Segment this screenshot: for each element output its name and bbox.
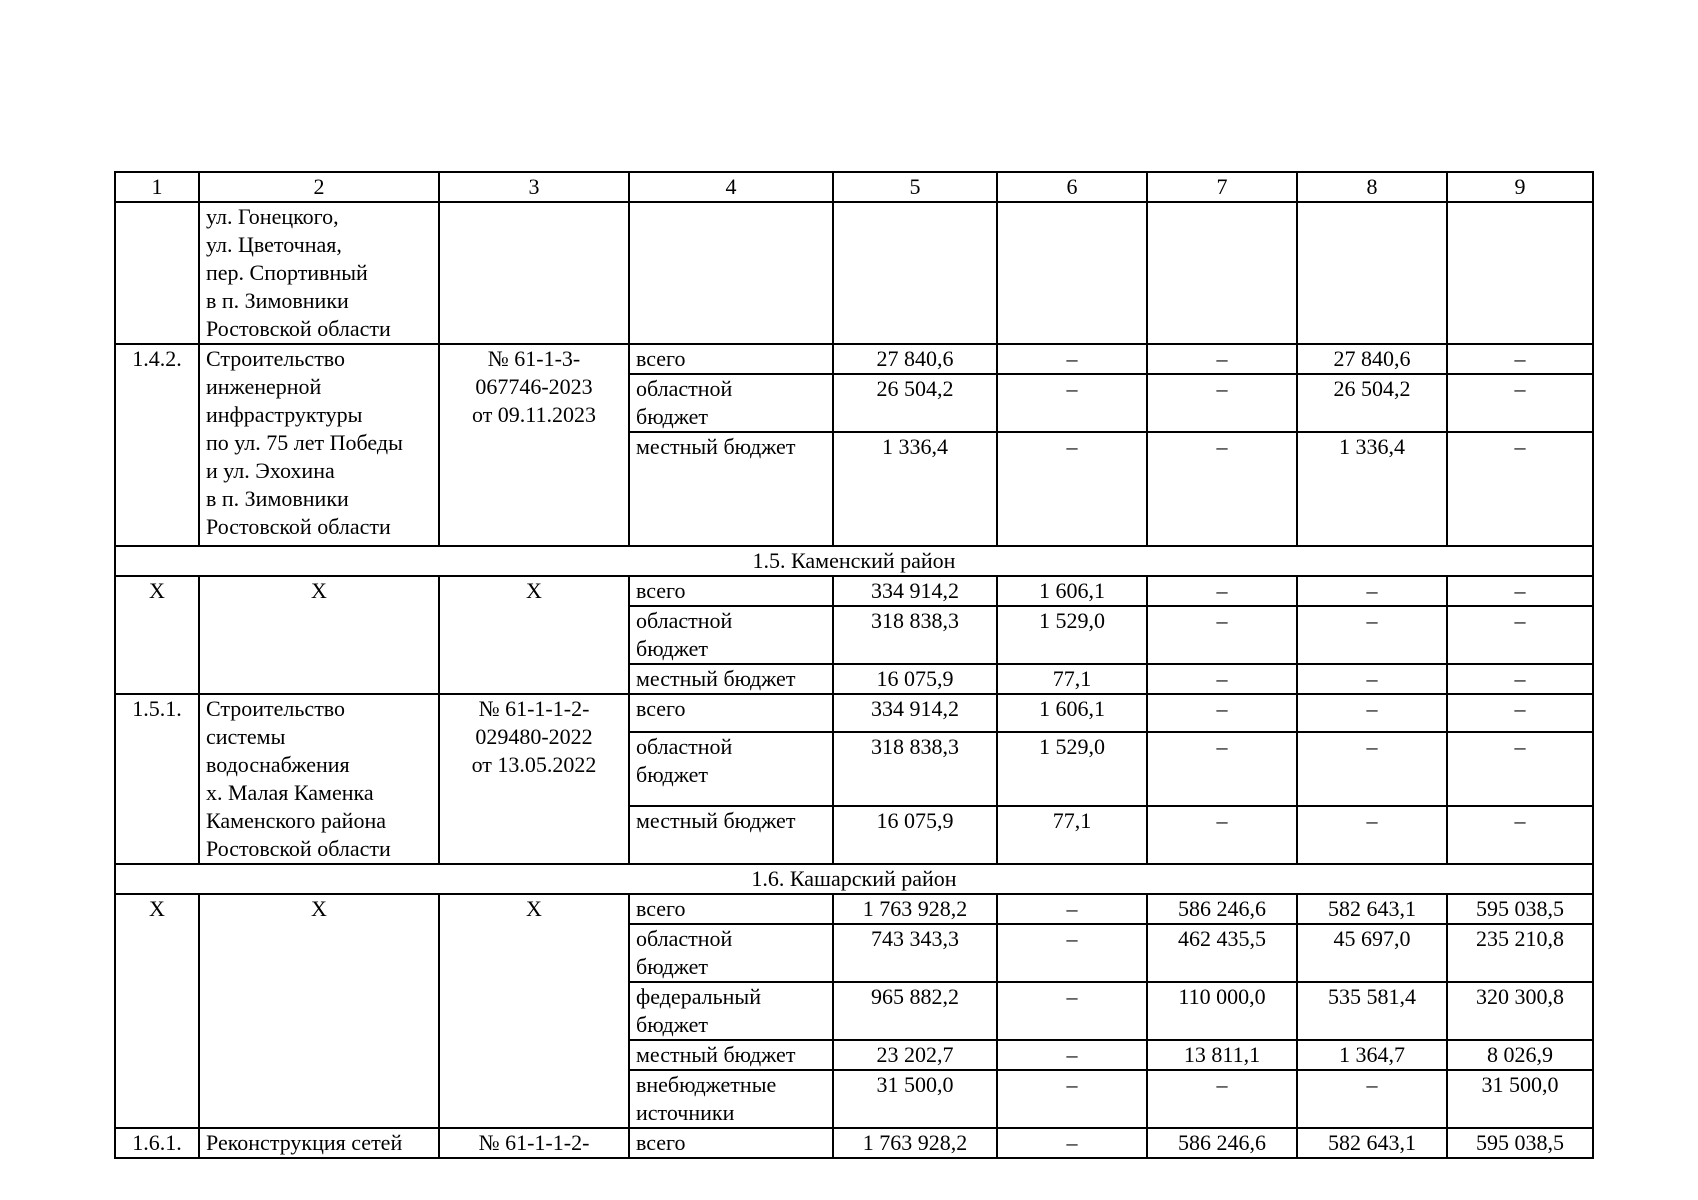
total-amount: 23 202,7 xyxy=(833,1040,997,1070)
year-amount xyxy=(1447,202,1593,344)
year-amount: 31 500,0 xyxy=(1447,1070,1593,1128)
year-amount: – xyxy=(1447,606,1593,664)
year-amount: 1 606,1 xyxy=(997,694,1147,732)
expertise-number: Х xyxy=(439,894,629,1128)
year-amount: – xyxy=(1147,694,1297,732)
table-row xyxy=(115,344,1593,374)
row-number: 1.4.2. xyxy=(115,344,199,546)
funding-source: местный бюджет xyxy=(629,432,833,546)
total-amount: 1 336,4 xyxy=(833,432,997,546)
header-cell: 8 xyxy=(1297,172,1447,202)
section-title: 1.5. Каменский район xyxy=(115,546,1593,576)
year-amount: 462 435,5 xyxy=(1147,924,1297,982)
total-amount: 16 075,9 xyxy=(833,806,997,864)
header-cell: 4 xyxy=(629,172,833,202)
year-amount: 45 697,0 xyxy=(1297,924,1447,982)
funding-source: всего xyxy=(629,694,833,732)
year-amount: – xyxy=(1147,374,1297,432)
total-amount: 318 838,3 xyxy=(833,606,997,664)
total-amount: 27 840,6 xyxy=(833,344,997,374)
year-amount: 582 643,1 xyxy=(1297,1128,1447,1158)
funding-source: областной бюджет xyxy=(629,924,833,982)
year-amount: 1 529,0 xyxy=(997,606,1147,664)
funding-source: областной бюджет xyxy=(629,606,833,664)
year-amount: 586 246,6 xyxy=(1147,1128,1297,1158)
funding-source: федеральный бюджет xyxy=(629,982,833,1040)
table-row xyxy=(115,1128,1593,1158)
year-amount xyxy=(997,202,1147,344)
section-row xyxy=(115,864,1593,894)
header-cell: 5 xyxy=(833,172,997,202)
total-amount: 31 500,0 xyxy=(833,1070,997,1128)
object-name: Строительство инженерной инфраструктуры по ул. 75 лет Победы и ул. Эхохина в п. Зимовники Ростовской области xyxy=(199,344,439,546)
header-cell: 9 xyxy=(1447,172,1593,202)
object-name: ул. Гонецкого, ул. Цветочная, пер. Спортивный в п. Зимовники Ростовской области xyxy=(199,202,439,344)
header-cell: 6 xyxy=(997,172,1147,202)
year-amount: – xyxy=(1447,374,1593,432)
year-amount: – xyxy=(1297,664,1447,694)
year-amount: – xyxy=(997,374,1147,432)
year-amount: – xyxy=(1447,806,1593,864)
section-row xyxy=(115,546,1593,576)
total-amount: 965 882,2 xyxy=(833,982,997,1040)
total-amount: 334 914,2 xyxy=(833,576,997,606)
row-number xyxy=(115,202,199,344)
year-amount: 235 210,8 xyxy=(1447,924,1593,982)
table-row xyxy=(115,694,1593,732)
year-amount: 1 364,7 xyxy=(1297,1040,1447,1070)
funding-source: областной бюджет xyxy=(629,732,833,806)
year-amount: 110 000,0 xyxy=(1147,982,1297,1040)
expertise-number: Х xyxy=(439,576,629,694)
year-amount: – xyxy=(1297,1070,1447,1128)
section-title: 1.6. Кашарский район xyxy=(115,864,1593,894)
funding-source: всего xyxy=(629,894,833,924)
expertise-number: № 61-1-1-2- 029480-2022 от 13.05.2022 xyxy=(439,694,629,864)
funding-source: местный бюджет xyxy=(629,806,833,864)
total-amount: 743 343,3 xyxy=(833,924,997,982)
funding-source xyxy=(629,202,833,344)
header-cell: 3 xyxy=(439,172,629,202)
expertise-number xyxy=(439,202,629,344)
table-row xyxy=(115,202,1593,344)
year-amount: – xyxy=(1447,694,1593,732)
year-amount: – xyxy=(1297,694,1447,732)
row-number: 1.6.1. xyxy=(115,1128,199,1158)
year-amount: 586 246,6 xyxy=(1147,894,1297,924)
year-amount: – xyxy=(1447,664,1593,694)
year-amount: – xyxy=(1147,344,1297,374)
funding-source: местный бюджет xyxy=(629,664,833,694)
total-amount: 318 838,3 xyxy=(833,732,997,806)
year-amount: – xyxy=(1147,806,1297,864)
total-amount: 1 763 928,2 xyxy=(833,894,997,924)
year-amount: 1 336,4 xyxy=(1297,432,1447,546)
funding-source: всего xyxy=(629,576,833,606)
year-amount: 77,1 xyxy=(997,806,1147,864)
header-cell: 1 xyxy=(115,172,199,202)
budget-table xyxy=(114,171,1594,1159)
year-amount: – xyxy=(997,344,1147,374)
year-amount: – xyxy=(997,1070,1147,1128)
year-amount: – xyxy=(997,982,1147,1040)
object-name: Х xyxy=(199,894,439,1128)
expertise-number: № 61-1-1-2- xyxy=(439,1128,629,1158)
year-amount: – xyxy=(997,894,1147,924)
year-amount: 320 300,8 xyxy=(1447,982,1593,1040)
year-amount: – xyxy=(1147,432,1297,546)
year-amount: – xyxy=(1297,606,1447,664)
year-amount: – xyxy=(997,1128,1147,1158)
total-amount xyxy=(833,202,997,344)
year-amount: 8 026,9 xyxy=(1447,1040,1593,1070)
object-name: Х xyxy=(199,576,439,694)
funding-source: всего xyxy=(629,1128,833,1158)
year-amount: 595 038,5 xyxy=(1447,1128,1593,1158)
table-row xyxy=(115,894,1593,924)
funding-source: всего xyxy=(629,344,833,374)
year-amount: 1 529,0 xyxy=(997,732,1147,806)
year-amount: – xyxy=(1147,606,1297,664)
year-amount: – xyxy=(1447,576,1593,606)
funding-source: областной бюджет xyxy=(629,374,833,432)
year-amount: – xyxy=(1447,732,1593,806)
year-amount xyxy=(1147,202,1297,344)
row-number: 1.5.1. xyxy=(115,694,199,864)
year-amount: 26 504,2 xyxy=(1297,374,1447,432)
year-amount: 77,1 xyxy=(997,664,1147,694)
table-row xyxy=(115,576,1593,606)
total-amount: 1 763 928,2 xyxy=(833,1128,997,1158)
total-amount: 16 075,9 xyxy=(833,664,997,694)
year-amount: – xyxy=(1297,576,1447,606)
object-name: Реконструкция сетей xyxy=(199,1128,439,1158)
year-amount: 1 606,1 xyxy=(997,576,1147,606)
year-amount: 595 038,5 xyxy=(1447,894,1593,924)
header-row xyxy=(115,172,1593,202)
year-amount: – xyxy=(997,924,1147,982)
year-amount xyxy=(1297,202,1447,344)
year-amount: – xyxy=(1147,576,1297,606)
funding-source: местный бюджет xyxy=(629,1040,833,1070)
year-amount: – xyxy=(1147,1070,1297,1128)
year-amount: – xyxy=(1147,732,1297,806)
year-amount: – xyxy=(997,432,1147,546)
year-amount: 535 581,4 xyxy=(1297,982,1447,1040)
funding-source: внебюджетные источники xyxy=(629,1070,833,1128)
year-amount: – xyxy=(1147,664,1297,694)
year-amount: – xyxy=(1297,806,1447,864)
total-amount: 26 504,2 xyxy=(833,374,997,432)
expertise-number: № 61-1-3- 067746-2023 от 09.11.2023 xyxy=(439,344,629,546)
object-name: Строительство системы водоснабжения х. Малая Каменка Каменского района Ростовской области xyxy=(199,694,439,864)
row-number: Х xyxy=(115,894,199,1128)
year-amount: 13 811,1 xyxy=(1147,1040,1297,1070)
row-number: Х xyxy=(115,576,199,694)
year-amount: 582 643,1 xyxy=(1297,894,1447,924)
year-amount: – xyxy=(1447,344,1593,374)
header-cell: 7 xyxy=(1147,172,1297,202)
year-amount: – xyxy=(997,1040,1147,1070)
year-amount: 27 840,6 xyxy=(1297,344,1447,374)
total-amount: 334 914,2 xyxy=(833,694,997,732)
year-amount: – xyxy=(1297,732,1447,806)
year-amount: – xyxy=(1447,432,1593,546)
header-cell: 2 xyxy=(199,172,439,202)
